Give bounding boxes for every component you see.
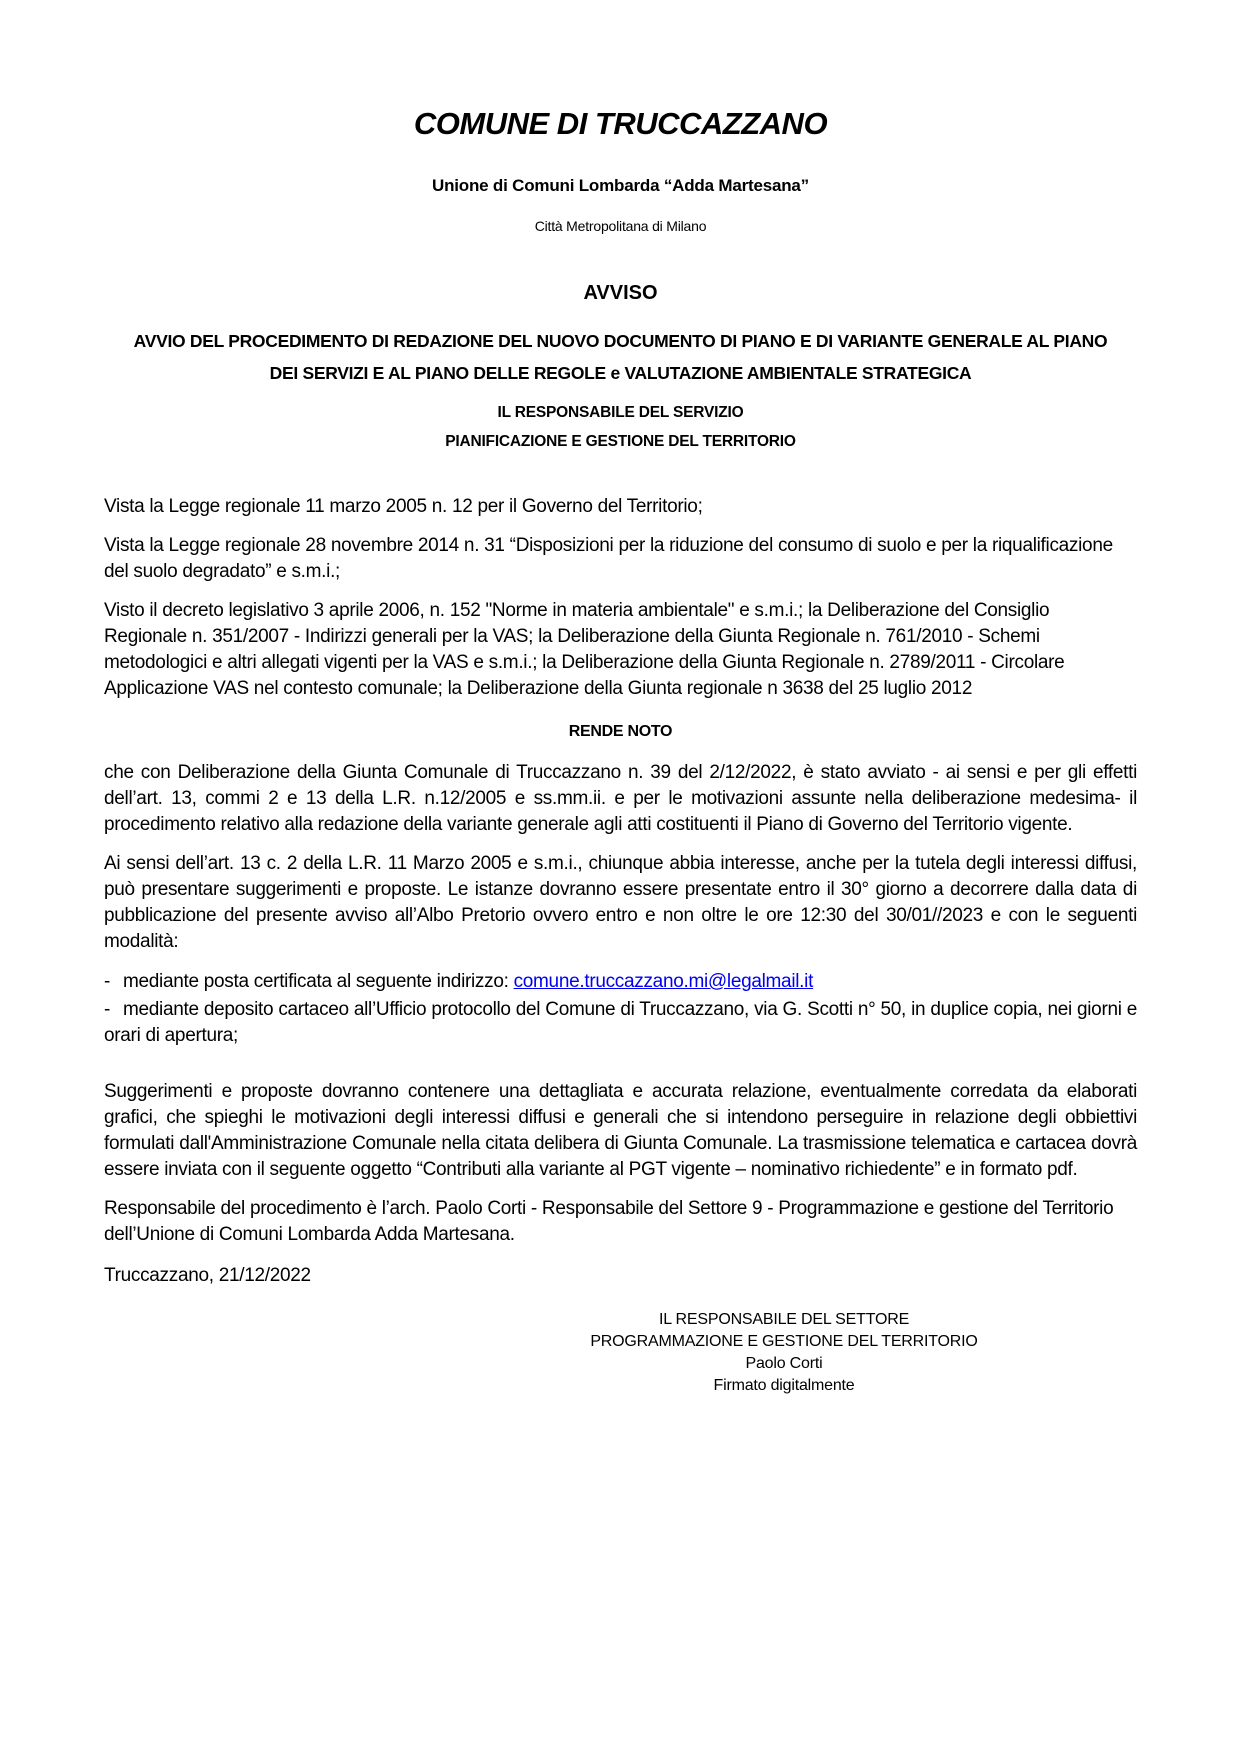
bullet-deposito-text: mediante deposito cartaceo all’Ufficio protocollo del Comune di Truccazzano, via G. Scotti n° 50, in duplice copia, nei giorni e orari di apertura;	[104, 999, 1137, 1046]
para-responsabile-procedimento: Responsabile del procedimento è l’arch. Paolo Corti - Responsabile del Settore 9 - Programmazione e gestione del Territorio dell’Unione di Comuni Lombarda Adda Martesana.	[104, 1198, 1114, 1245]
premise-lr-31-2014: Vista la Legge regionale 28 novembre 2014 n. 31 “Disposizioni per la riduzione del consumo di suolo e per la riqualificazione del suolo degradato” e s.m.i.;	[104, 535, 1113, 582]
notice-heading-line-2: DEI SERVIZI E AL PIANO DELLE REGOLE e VALUTAZIONE AMBIENTALE STRATEGICA	[269, 363, 972, 383]
document-body	[104, 282, 1137, 1397]
pec-email-link[interactable]: comune.truccazzano.mi@legalmail.it	[513, 971, 814, 992]
signature-role-line-2: PROGRAMMAZIONE E GESTIONE DEL TERRITORIO	[590, 1333, 978, 1350]
signature-role-line-1: IL RESPONSABILE DEL SETTORE	[658, 1311, 910, 1328]
bullet-pec-text: mediante posta certificata al seguente indirizzo:	[123, 971, 514, 992]
notice-text	[104, 494, 1137, 1397]
rende-noto-heading: RENDE NOTO	[568, 723, 673, 740]
premise-dlgs-152-2006: Visto il decreto legislativo 3 aprile 2006, n. 152 "Norme in materia ambientale" e s.m.i.; la Deliberazione del Consiglio Regionale n. 351/2007 - Indirizzi generali per la VAS; la Deliberazione della Giunta Regionale n. 761/2010 - Schemi metodologici e altri allegati vigenti per la VAS e s.m.i.; la Deliberazione della Giunta Regionale n. 2789/2011 - Circolare Applicazione VAS nel contesto comunale; la Deliberazione della Giunta regionale n 3638 del 25 luglio 2012	[104, 600, 1065, 699]
document-header	[0, 106, 1241, 234]
metropolitan-city-line: Città Metropolitana di Milano	[534, 218, 707, 234]
premise-lr-12-2005: Vista la Legge regionale 11 marzo 2005 n. 12 per il Governo del Territorio;	[104, 496, 703, 517]
notice-label: AVVISO	[583, 282, 658, 304]
para-avvio-procedimento: che con Deliberazione della Giunta Comunale di Truccazzano n. 39 del 2/12/2022, è stato avviato - ai sensi e per gli effetti dell’art. 13, commi 2 e 13 della L.R. n.12/2005 e ss.mm.ii. e per le motivazioni assunte nella deliberazione medesima- il procedimento relativo alla redazione della variante generale agli atti costituenti il Piano di Governo del Territorio vigente.	[104, 762, 1137, 835]
bullet-pec	[104, 969, 1137, 995]
signature-digital-note: Firmato digitalmente	[713, 1377, 855, 1394]
para-istanze: Ai sensi dell’art. 13 c. 2 della L.R. 11 Marzo 2005 e s.m.i., chiunque abbia interesse, anche per la tutela degli interessi diffusi, può presentare suggerimenti e proposte. Le istanze dovranno essere presentate entro il 30° giorno a decorrere dalla data di pubblicazione del presente avviso all’Albo Pretorio ovvero entro e non oltre le ore 12:30 del 30/01//2023 e con le seguenti modalità:	[104, 853, 1137, 952]
notice-heading	[104, 325, 1137, 389]
bullet-dash-marker: -	[104, 999, 111, 1020]
issuer-line-2: PIANIFICAZIONE E GESTIONE DEL TERRITORIO	[445, 433, 796, 450]
dateline: Truccazzano, 21/12/2022	[104, 1265, 311, 1286]
issuer-line-1: IL RESPONSABILE DEL SERVIZIO	[497, 404, 744, 421]
issuer-heading	[104, 398, 1137, 456]
bullet-deposito-cartaceo	[104, 997, 1137, 1049]
signature-block	[524, 1309, 1044, 1397]
page-title: COMUNE DI TRUCCAZZANO	[413, 106, 828, 141]
notice-heading-line-1: AVVIO DEL PROCEDIMENTO DI REDAZIONE DEL NUOVO DOCUMENTO DI PIANO E DI VARIANTE GENERALE AL PIANO	[133, 331, 1108, 351]
union-subtitle: Unione di Comuni Lombarda “Adda Martesana”	[432, 176, 809, 195]
modalita-list	[104, 969, 1137, 1049]
bullet-dash-marker: -	[104, 971, 111, 992]
signature-name: Paolo Corti	[745, 1355, 823, 1372]
para-suggerimenti: Suggerimenti e proposte dovranno contenere una dettagliata e accurata relazione, eventualmente corredata da elaborati grafici, che spieghi le motivazioni degli interessi diffusi e generali che si intendono perseguire in relazione degli obbiettivi formulati dall'Amministrazione Comunale nella citata delibera di Giunta Comunale. La trasmissione telematica e cartacea dovrà essere inviata con il seguente oggetto “Contributi alla variante al PGT vigente – nominativo richiedente” e in formato pdf.	[104, 1081, 1137, 1180]
